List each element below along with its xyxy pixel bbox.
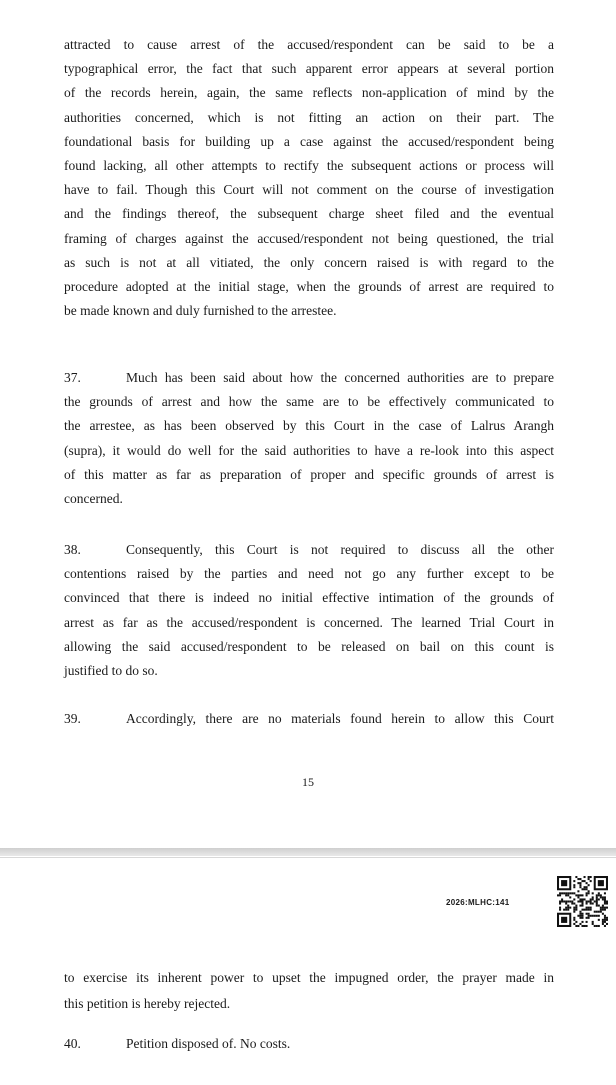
text-line — [64, 538, 554, 562]
paragraph-38 — [64, 538, 554, 683]
line-text: Accordingly, there are no materials found herein to allow this Court — [126, 711, 554, 726]
text-line — [64, 635, 554, 659]
text-line — [64, 414, 554, 438]
line-text: Petition disposed of. No costs. — [126, 1036, 291, 1051]
text-line — [64, 487, 554, 511]
line-text: this petition is hereby rejected. — [64, 996, 231, 1011]
text-line — [64, 154, 554, 178]
paragraph-number: 39. — [64, 711, 81, 726]
text-line — [64, 586, 554, 610]
text-line — [64, 202, 554, 226]
line-text: be made known and duly furnished to the arrestee. — [64, 303, 337, 319]
paragraph-37 — [64, 366, 554, 511]
paragraph-number: 38. — [64, 542, 81, 557]
line-text: attracted to cause arrest of the accused/respondent can be said to be a — [64, 37, 554, 52]
line-text: procedure adopted at the initial stage, when the grounds of arrest are required to — [64, 279, 554, 295]
text-line — [64, 57, 554, 81]
line-text: found lacking, all other attempts to rectify the subsequent actions or process will — [64, 158, 554, 174]
text-line — [64, 463, 554, 487]
text-line — [64, 659, 554, 683]
text-line — [64, 33, 554, 57]
text-line — [64, 227, 554, 251]
page-separator — [0, 848, 616, 856]
line-text: authorities concerned, which is not fitting an action on their part. The — [64, 109, 554, 125]
line-text: typographical error, the fact that such apparent error appears at several portion — [64, 61, 554, 77]
line-text: concerned. — [64, 491, 123, 507]
document-page-2 — [64, 965, 554, 1057]
text-line — [64, 251, 554, 275]
paragraph-number: 40. — [64, 1036, 81, 1051]
qr-code-icon — [557, 876, 608, 927]
text-line — [64, 81, 554, 105]
text-line — [64, 1031, 554, 1057]
paragraph-number: 37. — [64, 370, 81, 385]
line-text: justified to do so. — [64, 663, 158, 679]
text-line — [64, 390, 554, 414]
page-separator-line — [0, 857, 616, 858]
text-line — [64, 130, 554, 154]
line-text: of the records herein, again, the same reflects non-application of mind by the — [64, 85, 554, 101]
line-text: the arrestee, as has been observed by this Court in the case of Lalrus Arangh — [64, 418, 554, 434]
text-line — [64, 178, 554, 202]
neutral-citation: 2026:MLHC:141 — [446, 898, 510, 907]
line-text: foundational basis for building up a case against the accused/respondent being — [64, 133, 554, 149]
text-line — [64, 275, 554, 299]
text-line — [64, 991, 554, 1017]
text-line — [64, 707, 554, 731]
line-text: Much has been said about how the concerned authorities are to prepare — [126, 370, 554, 385]
line-text: contentions raised by the parties and need not go any further except to be — [64, 566, 554, 582]
line-text: of this matter as far as preparation of proper and specific grounds of arrest is — [64, 466, 554, 482]
paragraph-39 — [64, 707, 554, 731]
line-text: convinced that there is indeed no initial effective intimation of the grounds of — [64, 590, 554, 606]
line-text: arrest as far as the accused/respondent is concerned. The learned Trial Court in — [64, 614, 554, 630]
page-number: 15 — [302, 775, 314, 789]
text-line — [64, 299, 554, 323]
text-line — [64, 106, 554, 130]
line-text: framing of charges against the accused/respondent not being questioned, the trial — [64, 230, 554, 246]
line-text: and the findings thereof, the subsequent charge sheet filed and the eventual — [64, 206, 554, 222]
text-line — [64, 562, 554, 586]
text-line — [64, 611, 554, 635]
text-line — [64, 965, 554, 991]
line-text: allowing the said accused/respondent to be released on bail on this count is — [64, 638, 554, 654]
line-text: Consequently, this Court is not required to discuss all the other — [126, 542, 554, 557]
line-text: (supra), it would do well for the said authorities to have a re-look into this aspect — [64, 442, 554, 458]
line-text: the grounds of arrest and how the same are to be effectively communicated to — [64, 394, 554, 410]
line-text: as such is not at all vitiated, the only concern raised is with regard to the — [64, 254, 554, 270]
text-line — [64, 366, 554, 390]
text-line — [64, 439, 554, 463]
line-text: have to fail. Though this Court will not comment on the course of investigation — [64, 182, 554, 198]
intro-paragraph — [64, 33, 554, 323]
line-text: to exercise its inherent power to upset the impugned order, the prayer made in — [64, 970, 554, 985]
